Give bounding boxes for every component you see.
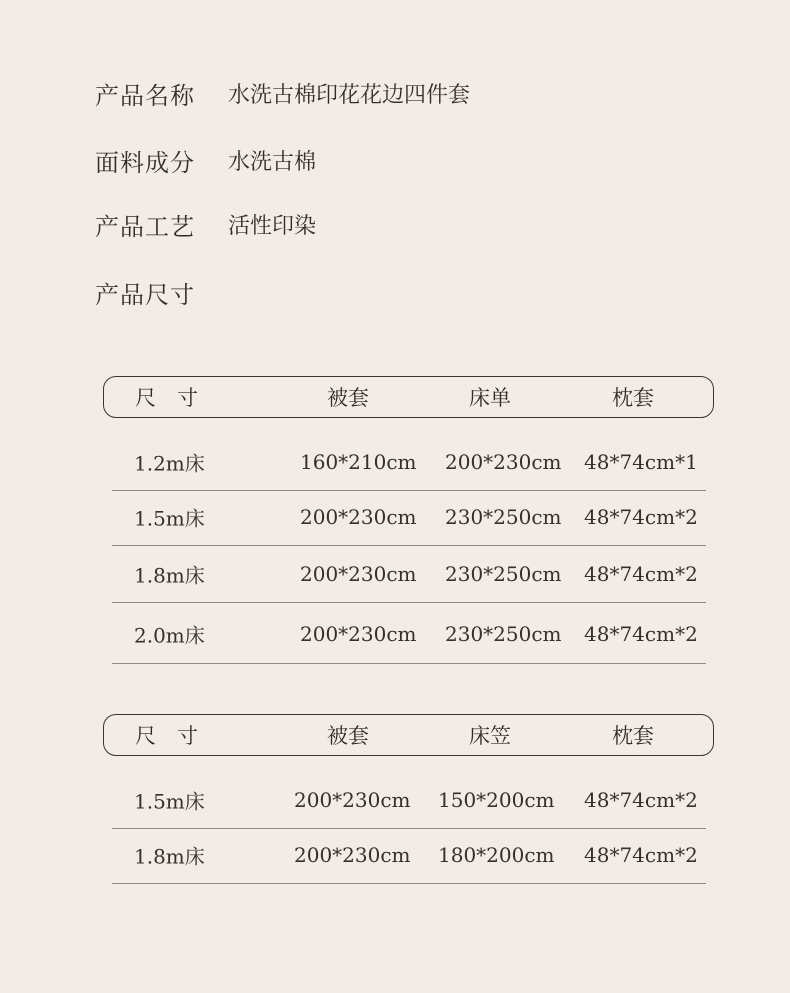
info-row-craft xyxy=(95,208,316,240)
header-pillowcase: 枕套 xyxy=(612,724,654,748)
header-sheet: 床单 xyxy=(469,386,511,410)
header-duvet: 被套 xyxy=(327,386,369,410)
row-size: 1.8m床 xyxy=(134,563,205,588)
row-divider xyxy=(112,883,706,884)
info-label: 面料成分 xyxy=(95,148,195,177)
row-sheet: 230*250cm xyxy=(445,505,562,529)
row-size: 1.8m床 xyxy=(134,844,205,869)
row-size: 1.5m床 xyxy=(134,506,205,531)
row-divider xyxy=(112,490,706,491)
row-duvet: 160*210cm xyxy=(300,450,417,474)
row-fitted-sheet: 180*200cm xyxy=(438,843,555,867)
row-size: 2.0m床 xyxy=(134,623,205,648)
row-pillowcase: 48*74cm*2 xyxy=(584,622,698,646)
header-size: 尺 寸 xyxy=(135,724,198,748)
row-sheet: 200*230cm xyxy=(445,450,562,474)
row-size: 1.5m床 xyxy=(134,789,205,814)
info-label: 产品尺寸 xyxy=(95,280,195,309)
info-value: 水洗古棉印花花边四件套 xyxy=(228,82,471,108)
info-value: 活性印染 xyxy=(228,213,317,239)
info-row-fabric xyxy=(95,144,316,176)
row-duvet: 200*230cm xyxy=(294,843,411,867)
row-duvet: 200*230cm xyxy=(300,622,417,646)
row-sheet: 230*250cm xyxy=(445,562,562,586)
row-divider xyxy=(112,602,706,603)
info-label: 产品名称 xyxy=(95,81,195,110)
row-divider xyxy=(112,663,706,664)
header-pillowcase: 枕套 xyxy=(612,386,654,410)
header-fitted-sheet: 床笠 xyxy=(469,724,511,748)
row-duvet: 200*230cm xyxy=(294,788,411,812)
row-pillowcase: 48*74cm*2 xyxy=(584,505,698,529)
info-label: 产品工艺 xyxy=(95,212,195,241)
info-row-product-name xyxy=(95,77,470,109)
row-duvet: 200*230cm xyxy=(300,562,417,586)
row-pillowcase: 48*74cm*1 xyxy=(584,450,698,474)
info-row-size xyxy=(95,276,228,308)
header-size: 尺 寸 xyxy=(135,386,198,410)
header-duvet: 被套 xyxy=(327,724,369,748)
row-divider xyxy=(112,545,706,546)
row-divider xyxy=(112,828,706,829)
size-table-2-header xyxy=(103,714,714,756)
row-sheet: 230*250cm xyxy=(445,622,562,646)
size-table-1-header xyxy=(103,376,714,418)
row-fitted-sheet: 150*200cm xyxy=(438,788,555,812)
row-duvet: 200*230cm xyxy=(300,505,417,529)
info-value: 水洗古棉 xyxy=(228,149,317,175)
row-pillowcase: 48*74cm*2 xyxy=(584,843,698,867)
row-pillowcase: 48*74cm*2 xyxy=(584,788,698,812)
row-pillowcase: 48*74cm*2 xyxy=(584,562,698,586)
row-size: 1.2m床 xyxy=(134,451,205,476)
